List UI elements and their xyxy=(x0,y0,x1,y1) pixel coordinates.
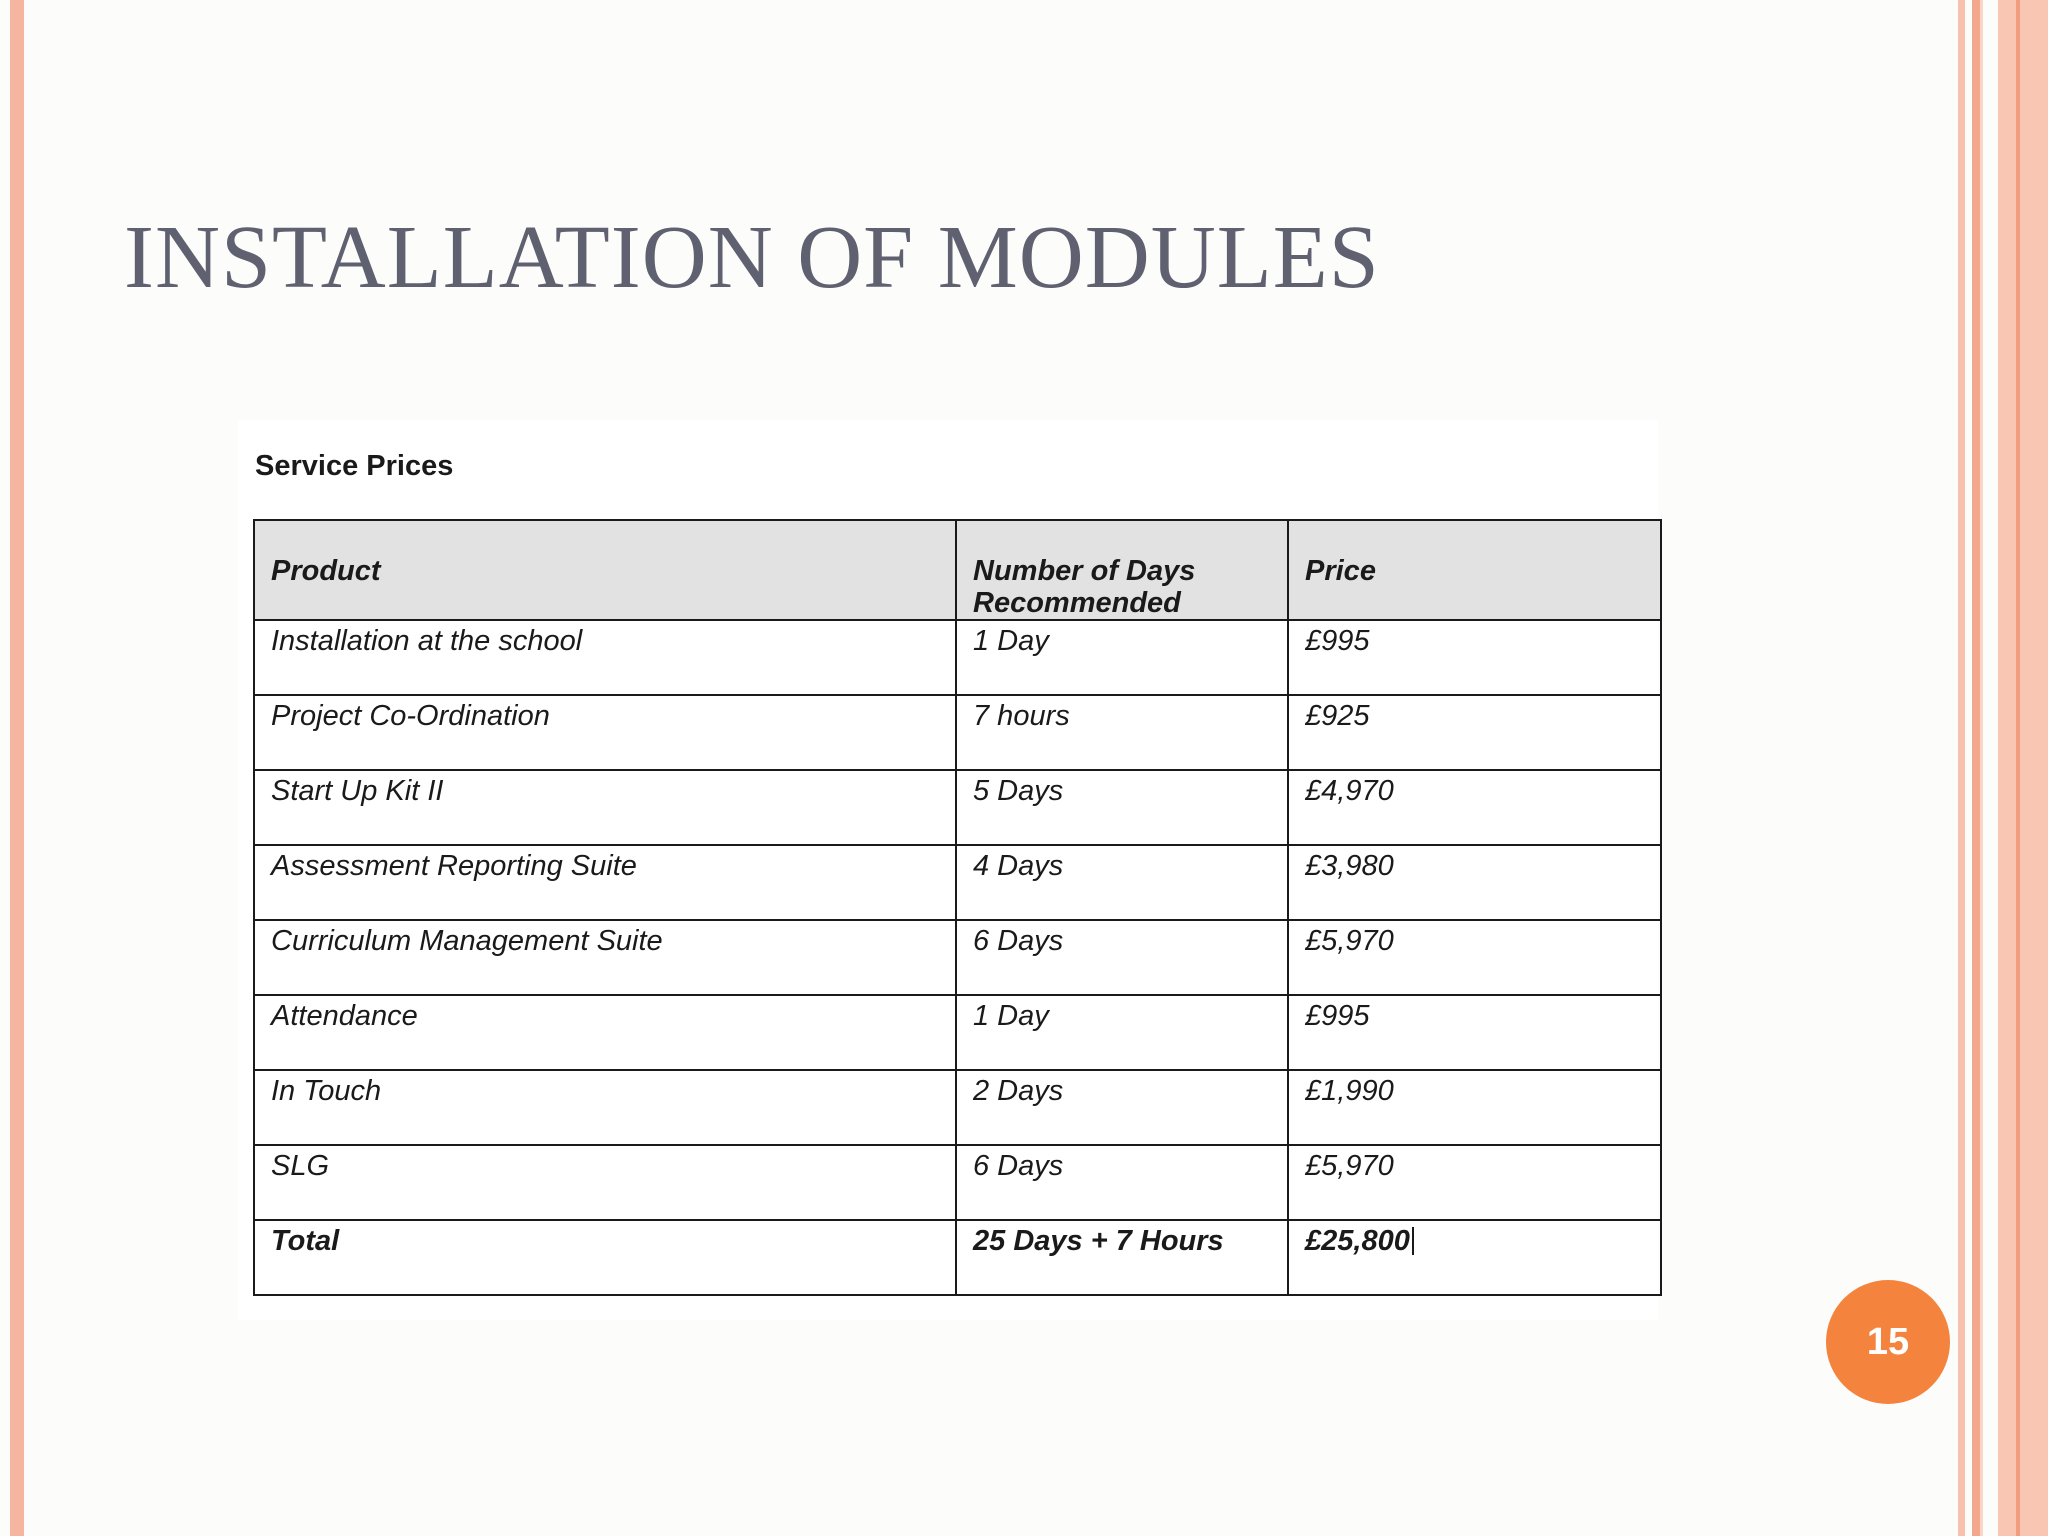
right-accent-bar xyxy=(1980,0,1983,1536)
days-cell: 4 Days xyxy=(956,845,1288,920)
right-accent-bar xyxy=(1972,0,1980,1536)
product-cell: Assessment Reporting Suite xyxy=(254,845,956,920)
table-row xyxy=(254,620,1661,695)
table-row xyxy=(254,920,1661,995)
price-cell: £995 xyxy=(1288,620,1661,695)
days-cell: 6 Days xyxy=(956,1145,1288,1220)
column-header-product: Product xyxy=(254,520,956,620)
price-cell: £5,970 xyxy=(1288,1145,1661,1220)
days-cell: 5 Days xyxy=(956,770,1288,845)
product-cell: Curriculum Management Suite xyxy=(254,920,956,995)
days-cell: 1 Day xyxy=(956,620,1288,695)
service-prices-table xyxy=(253,519,1662,1296)
column-header-price: Price xyxy=(1288,520,1661,620)
product-cell: SLG xyxy=(254,1145,956,1220)
page-number-badge: 15 xyxy=(1826,1280,1950,1404)
table-caption: Service Prices xyxy=(255,450,454,482)
price-cell: £925 xyxy=(1288,695,1661,770)
days-cell: 1 Day xyxy=(956,995,1288,1070)
table-row xyxy=(254,1145,1661,1220)
right-accent-bar xyxy=(1958,0,1965,1536)
left-accent-bar xyxy=(10,0,24,1536)
days-cell: 2 Days xyxy=(956,1070,1288,1145)
product-cell: In Touch xyxy=(254,1070,956,1145)
column-header-days: Number of Days Recommended xyxy=(956,520,1288,620)
total-price-cell xyxy=(1288,1220,1661,1295)
total-days-cell: 25 Days + 7 Hours xyxy=(956,1220,1288,1295)
table-total-row xyxy=(254,1220,1661,1295)
right-accent-bar xyxy=(1998,0,2048,1536)
product-cell: Project Co-Ordination xyxy=(254,695,956,770)
price-cell: £1,990 xyxy=(1288,1070,1661,1145)
table-row xyxy=(254,845,1661,920)
days-cell: 6 Days xyxy=(956,920,1288,995)
days-cell: 7 hours xyxy=(956,695,1288,770)
table-row xyxy=(254,1070,1661,1145)
product-cell: Installation at the school xyxy=(254,620,956,695)
right-accent-bar xyxy=(2016,0,2020,1536)
slide-title: INSTALLATION OF MODULES xyxy=(124,208,1380,307)
total-price-value: £25,800 xyxy=(1305,1225,1410,1257)
total-label-cell: Total xyxy=(254,1220,956,1295)
product-cell: Attendance xyxy=(254,995,956,1070)
product-cell: Start Up Kit II xyxy=(254,770,956,845)
price-cell: £4,970 xyxy=(1288,770,1661,845)
text-cursor xyxy=(1412,1227,1414,1255)
table-row xyxy=(254,770,1661,845)
table-header-row xyxy=(254,520,1661,620)
price-cell: £3,980 xyxy=(1288,845,1661,920)
table-row xyxy=(254,995,1661,1070)
price-cell: £5,970 xyxy=(1288,920,1661,995)
table-row xyxy=(254,695,1661,770)
price-cell: £995 xyxy=(1288,995,1661,1070)
